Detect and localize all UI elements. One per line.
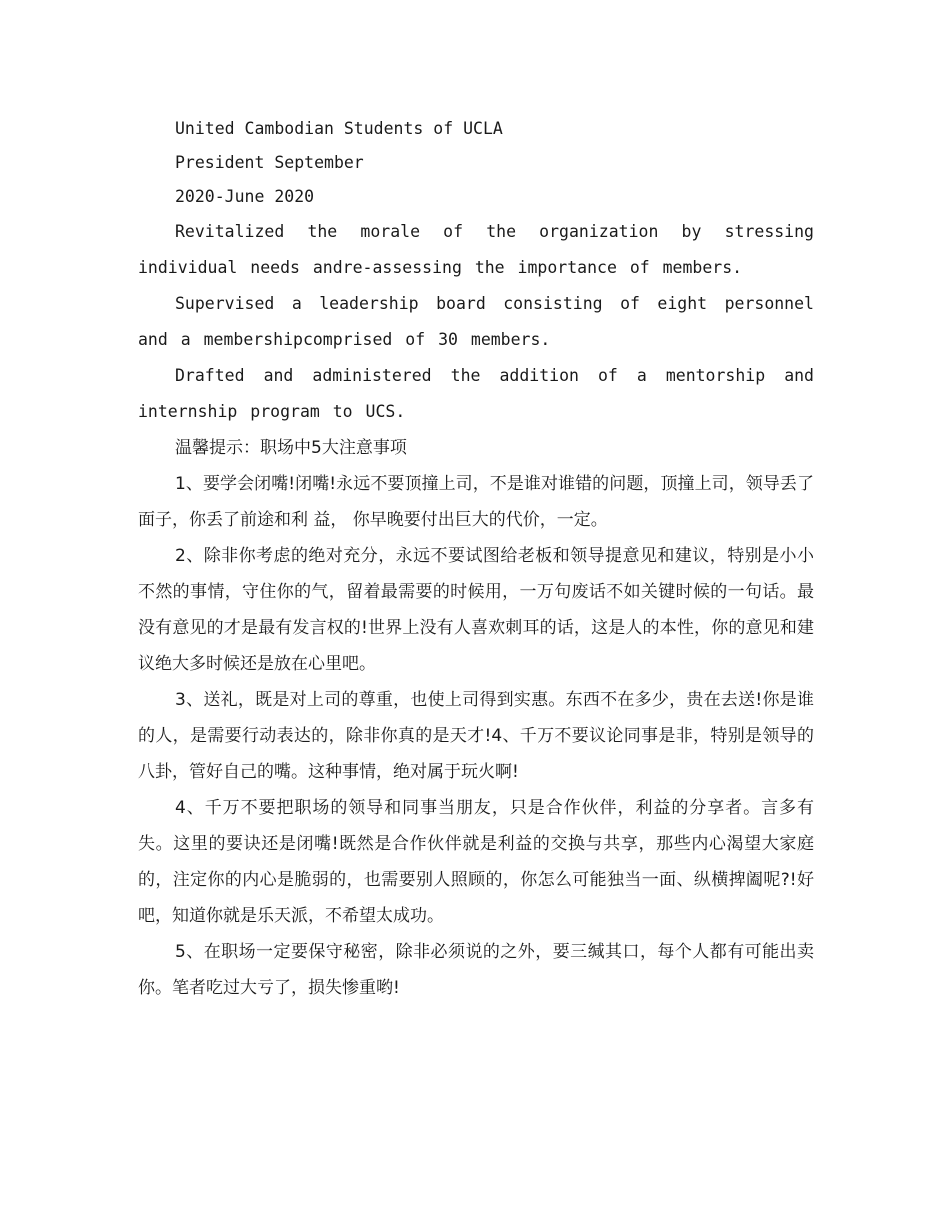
achievement-paragraph: Drafted and administered the addition of a mentorship and internship program to UCS. <box>138 366 814 421</box>
tip-paragraph: 2、除非你考虑的绝对充分，永远不要试图给老板和领导提意见和建议，特别是小小不然的事情，守住你的气，留着最需要的时候用，一万句废话不如关键时候的一句话。最没有意见的才是最有发言权的!世界上没有人喜欢刺耳的话，这是人的本性，你的意见和建议绝大多时候还是放在心里吧。 <box>138 546 814 674</box>
tip-paragraph: 3、送礼，既是对上司的尊重，也使上司得到实惠。东西不在多少，贵在去送!你是谁的人，是需要行动表达的，除非你真的是天才!4、千万不要议论同事是非，特别是领导的八卦，管好自己的嘴。这种事情，绝对属于玩火啊! <box>138 690 814 782</box>
achievement-paragraph: Supervised a leadership board consisting of eight personnel and a membershipcomprised of 30 members. <box>138 294 814 349</box>
tip-paragraph: 1、要学会闭嘴!闭嘴!永远不要顶撞上司，不是谁对谁错的问题，顶撞上司，领导丢了面子，你丢了前途和利 益， 你早晚要付出巨大的代价，一定。 <box>138 474 814 530</box>
document-body <box>138 112 814 1006</box>
tip-paragraph: 5、在职场一定要保守秘密，除非必须说的之外，要三缄其口，每个人都有可能出卖你。笔者吃过大亏了，损失惨重哟! <box>138 942 814 998</box>
date-range: 2020-June 2020 <box>175 187 315 206</box>
organization-name: United Cambodian Students of UCLA <box>175 119 503 138</box>
tip-paragraph: 4、千万不要把职场的领导和同事当朋友，只是合作伙伴，利益的分享者。言多有失。这里的要诀还是闭嘴!既然是合作伙伴就是利益的交换与共享，那些内心渴望大家庭的，注定你的内心是脆弱的，也需要别人照顾的，你怎么可能独当一面、纵横捭阖呢?!好吧，知道你就是乐天派，不希望太成功。 <box>138 798 814 926</box>
achievement-paragraph: Revitalized the morale of the organization by stressing individual needs andre-assessing the importance of members. <box>138 222 814 277</box>
tip-heading: 温馨提示：职场中5大注意事项 <box>175 438 407 458</box>
position-title: President September <box>175 153 364 172</box>
